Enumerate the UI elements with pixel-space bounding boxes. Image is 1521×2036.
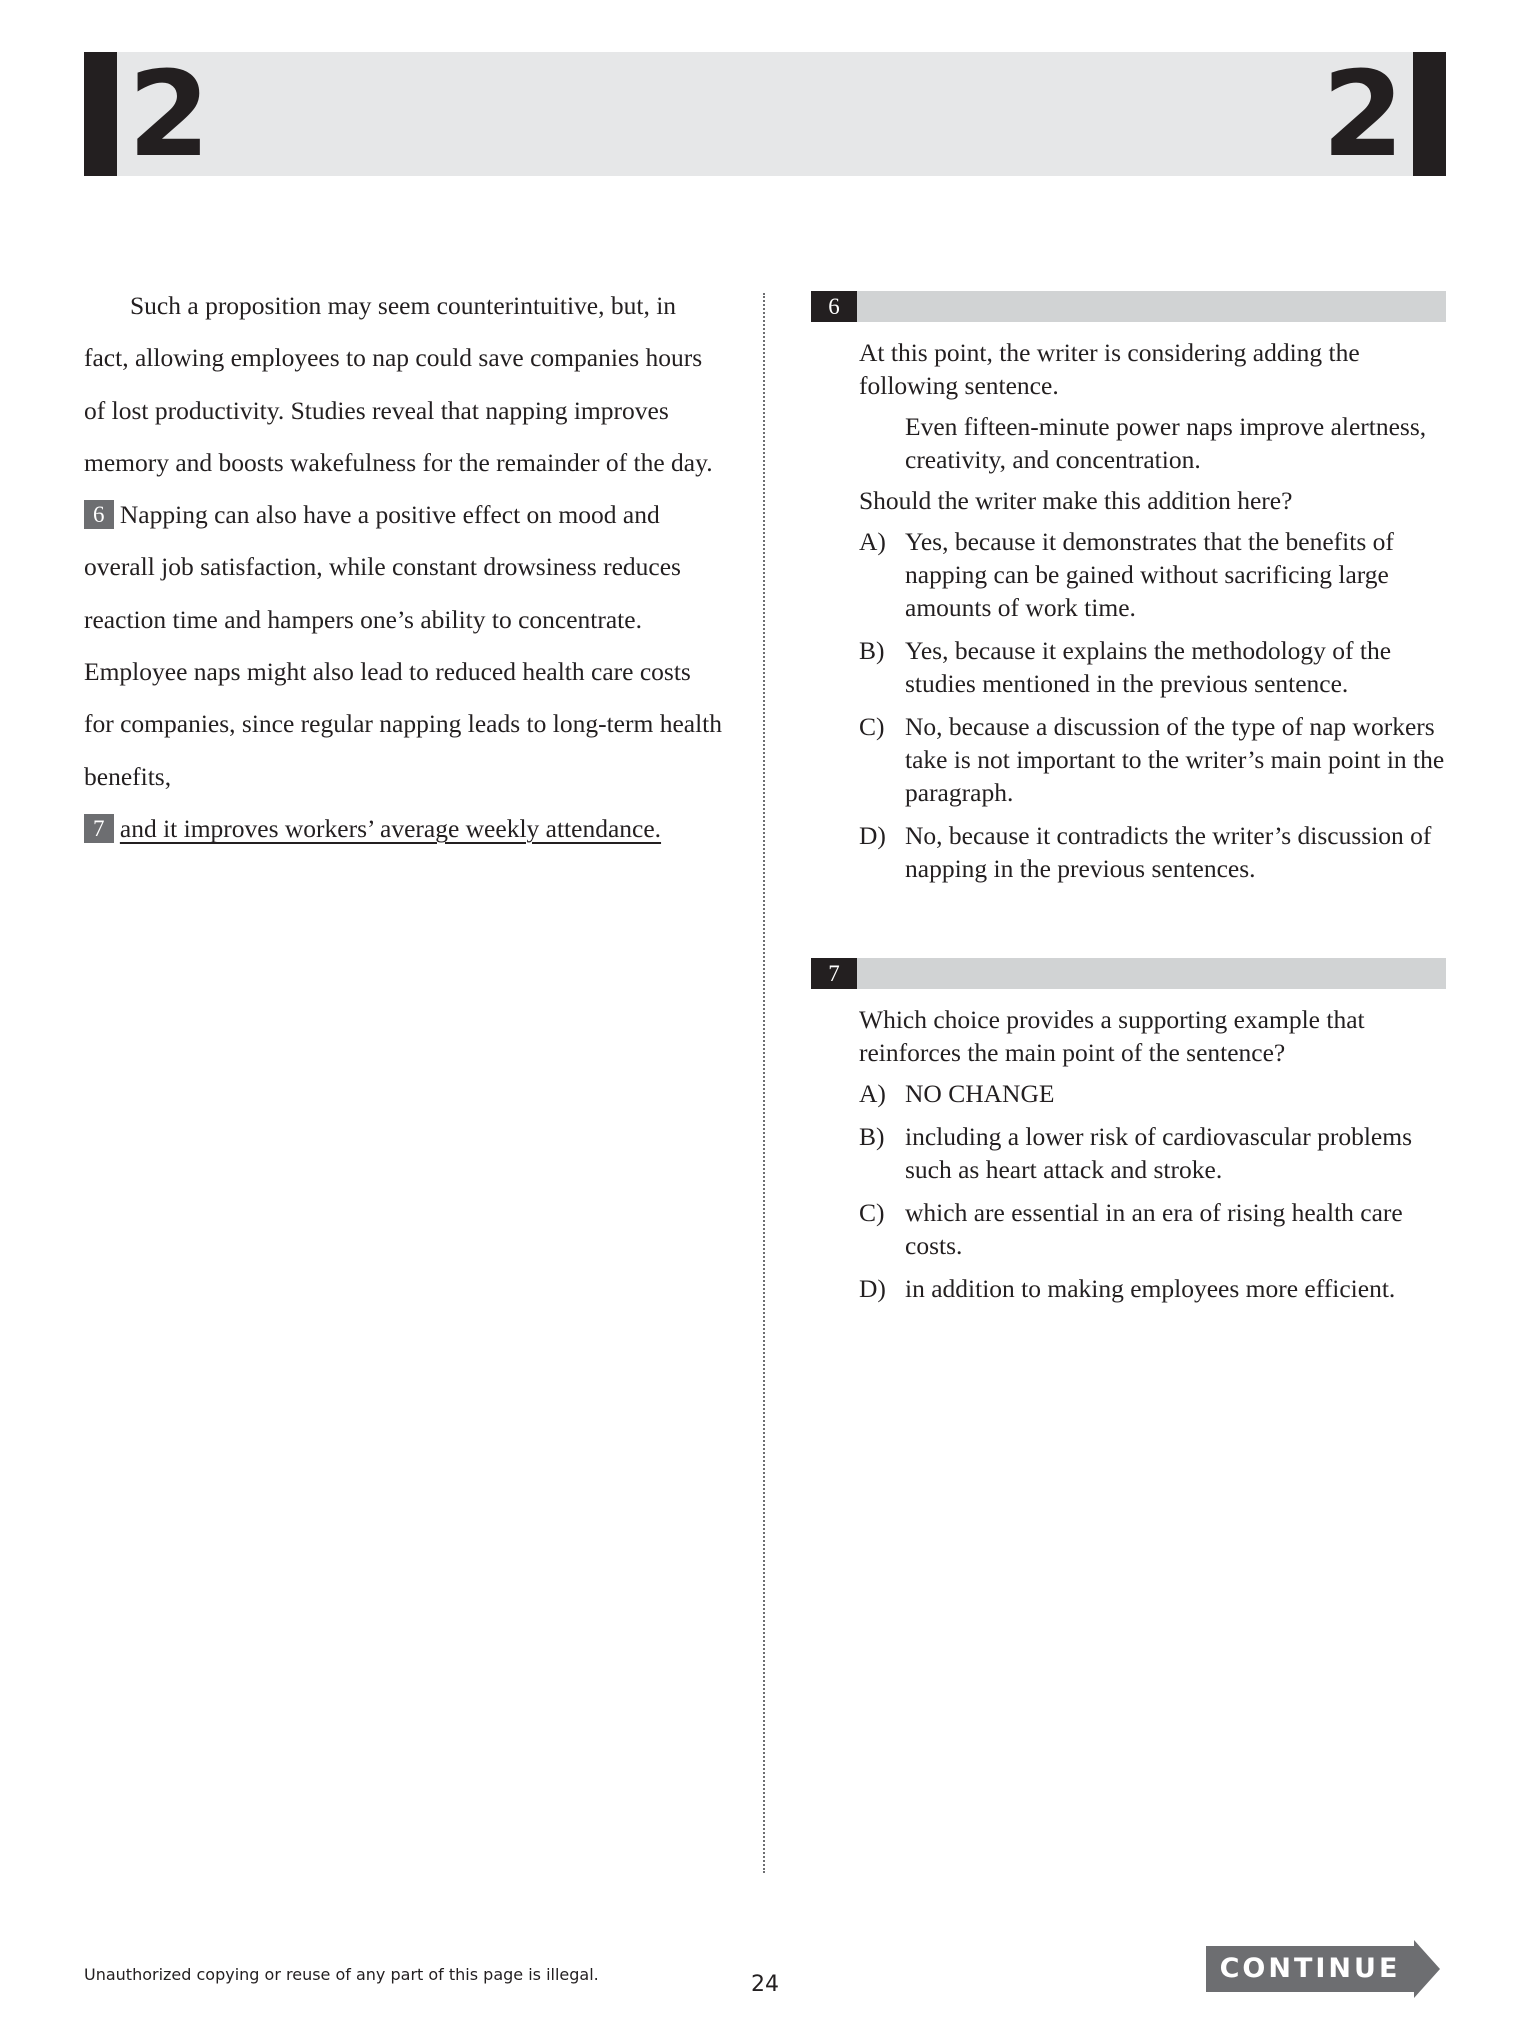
- choice-letter: C): [859, 1198, 885, 1227]
- answer-choice-c[interactable]: [859, 1196, 1446, 1262]
- question-number: 7: [811, 958, 857, 989]
- passage-text-1: Such a proposition may seem counterintuitive, but, in fact, allowing employees to nap could save companies hours of lost productivity. Studies reveal that napping improves memory and boosts wakefulness for the remainder of the day.: [84, 291, 713, 477]
- answer-choice-d[interactable]: [859, 819, 1446, 885]
- choice-letter: B): [859, 1122, 885, 1151]
- answer-choice-a[interactable]: [859, 525, 1446, 624]
- choice-text: which are essential in an era of rising health care costs.: [905, 1198, 1403, 1260]
- section-number-left: 2: [128, 45, 211, 183]
- passage-paragraph: [84, 280, 724, 855]
- choice-text: Yes, because it explains the methodology of the studies mentioned in the previous sentence.: [905, 636, 1392, 698]
- section-header-right-bar: [1413, 52, 1446, 176]
- question-marker-6[interactable]: 6: [84, 500, 114, 529]
- question-body: [811, 336, 1446, 885]
- answer-choice-b[interactable]: [859, 634, 1446, 700]
- continue-label: CONTINUE: [1219, 1953, 1401, 1984]
- question-header: [811, 291, 1446, 322]
- continue-button[interactable]: [1206, 1940, 1440, 1998]
- answer-choice-a[interactable]: [859, 1077, 1446, 1110]
- section-header-band: [84, 45, 1446, 183]
- underlined-portion-7: and it improves workers’ average weekly attendance.: [119, 813, 662, 843]
- choice-text: No, because a discussion of the type of nap workers take is not important to the writer’s main point in the paragraph.: [905, 712, 1445, 807]
- question-prompt: Should the writer make this addition here?: [859, 486, 1293, 515]
- choice-letter: A): [859, 527, 886, 556]
- question-number: 6: [811, 291, 857, 322]
- choice-letter: A): [859, 1079, 886, 1108]
- question-marker-7[interactable]: 7: [84, 814, 114, 843]
- question-header: [811, 958, 1446, 989]
- column-divider: [763, 293, 765, 1873]
- choice-letter: D): [859, 821, 886, 850]
- passage-text-2: Napping can also have a positive effect on mood and overall job satisfaction, while constant drowsiness reduces reaction time and hampers one’s ability to concentrate. Employee naps might also lead to reduced health care costs for companies, since regular napping leads to long-term health benefits,: [84, 500, 722, 791]
- choice-text: No, because it contradicts the writer’s discussion of napping in the previous sentences.: [905, 821, 1432, 883]
- choice-letter: C): [859, 712, 885, 741]
- copyright-notice: Unauthorized copying or reuse of any part of this page is illegal.: [84, 1965, 599, 1984]
- choice-letter: D): [859, 1274, 886, 1303]
- choice-text: in addition to making employees more efficient.: [905, 1274, 1396, 1303]
- question-body: [811, 1003, 1446, 1305]
- question-stem: At this point, the writer is considering adding the following sentence.: [859, 338, 1360, 400]
- answer-choice-d[interactable]: [859, 1272, 1446, 1305]
- reading-passage: [84, 280, 724, 855]
- choice-letter: B): [859, 636, 885, 665]
- choice-text: including a lower risk of cardiovascular problems such as heart attack and stroke.: [905, 1122, 1413, 1184]
- question-6: [811, 291, 1446, 895]
- choice-text: NO CHANGE: [905, 1079, 1055, 1108]
- proposed-sentence: Even fifteen-minute power naps improve alertness, creativity, and concentration.: [905, 412, 1427, 474]
- section-header-left-bar: [84, 52, 117, 176]
- page-number: 24: [751, 1972, 779, 1997]
- choice-text: Yes, because it demonstrates that the benefits of napping can be gained without sacrificing large amounts of work time.: [905, 527, 1394, 622]
- section-number-right: 2: [1322, 45, 1405, 183]
- question-7: [811, 958, 1446, 1315]
- answer-choice-c[interactable]: [859, 710, 1446, 809]
- question-stem: Which choice provides a supporting example that reinforces the main point of the sentence?: [859, 1005, 1365, 1067]
- answer-choice-b[interactable]: [859, 1120, 1446, 1186]
